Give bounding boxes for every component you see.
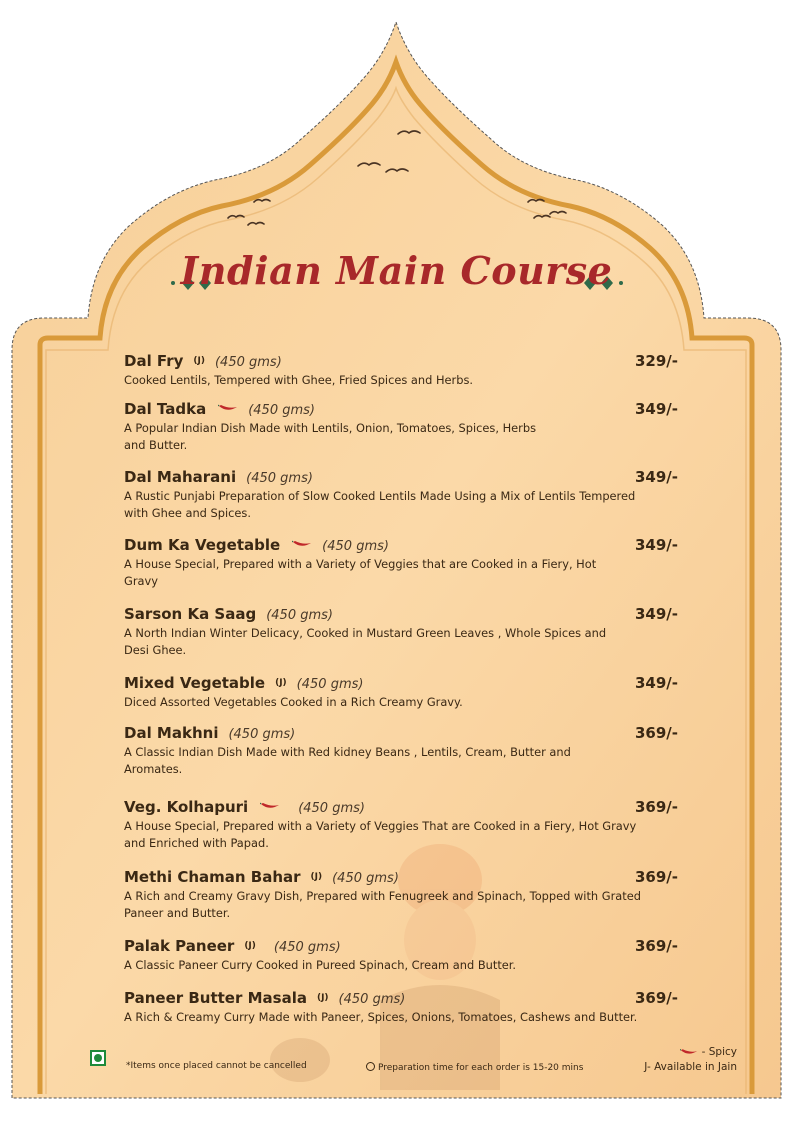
item-quantity: (450 gms) (246, 471, 313, 486)
item-quantity: (450 gms) (228, 727, 296, 742)
menu-item (124, 400, 684, 454)
menu-item (124, 536, 684, 590)
menu-item (124, 868, 684, 922)
cancel-note: *Items once placed cannot be cancelled (126, 1061, 307, 1071)
item-description: A Rich and Creamy Gravy Dish, Prepared with Fenugreek and Spinach, Topped with Grated Paneer and Butter. (124, 889, 641, 920)
item-name: Sarson Ka Saag (124, 605, 257, 623)
item-quantity: (450 gms) (322, 539, 389, 554)
item-quantity: (450 gms) (332, 871, 399, 886)
item-description: A North Indian Winter Delicacy, Cooked in Mustard Green Leaves , Whole Spices and Desi Ghee. (124, 626, 607, 657)
item-description: A Classic Paneer Curry Cooked in Pureed Spinach, Cream and Butter. (124, 958, 517, 972)
chili-icon (260, 802, 280, 810)
item-name: Dal Tadka (124, 400, 207, 418)
item-price: 349/- (634, 536, 678, 554)
jain-tag: (J) (310, 872, 323, 882)
item-quantity: (450 gms) (266, 608, 333, 623)
item-name: Dal Maharani (124, 468, 237, 486)
clock-icon (366, 1062, 375, 1071)
chili-icon (218, 404, 238, 412)
item-description: A House Special, Prepared with a Variety of Veggies That are Cooked in a Fiery, Hot Gravy and Enriched with Papad. (124, 819, 637, 850)
menu-item (124, 468, 684, 522)
item-name: Dal Fry (124, 352, 184, 370)
item-quantity: (450 gms) (298, 801, 365, 816)
chili-icon (680, 1048, 698, 1056)
item-quantity: (450 gms) (273, 940, 341, 955)
item-price: 349/- (634, 468, 678, 486)
spicy-legend (680, 1046, 737, 1058)
jain-tag: (J) (316, 993, 329, 1003)
menu-item (124, 798, 684, 852)
item-description: A Rich & Creamy Curry Made with Paneer, Spices, Onions, Tomatoes, Cashews and Butter. (124, 1010, 638, 1024)
prep-note (366, 1061, 583, 1073)
menu-item (124, 352, 684, 389)
item-description: Cooked Lentils, Tempered with Ghee, Fried Spices and Herbs. (124, 373, 474, 387)
item-description: A Rustic Punjabi Preparation of Slow Cooked Lentils Made Using a Mix of Lentils Tempered with Ghee and Spices. (124, 489, 636, 520)
item-price: 349/- (634, 400, 678, 418)
spicy-legend-text: - Spicy (701, 1046, 737, 1058)
item-quantity: (450 gms) (214, 355, 282, 370)
jain-legend: J- Available in Jain (644, 1061, 737, 1073)
item-name: Mixed Vegetable (124, 674, 266, 692)
jain-tag: (J) (275, 678, 287, 688)
item-quantity: (450 gms) (248, 403, 315, 418)
item-name: Veg. Kolhapuri (124, 798, 249, 816)
item-price: 369/- (634, 937, 678, 955)
item-name: Paneer Butter Masala (124, 989, 307, 1007)
item-description: A Popular Indian Dish Made with Lentils, Onion, Tomatoes, Spices, Herbs and Butter. (124, 421, 537, 452)
menu-item (124, 937, 684, 974)
item-price: 329/- (634, 352, 678, 370)
chili-icon (292, 540, 312, 548)
item-name: Palak Paneer (124, 937, 235, 955)
item-price: 349/- (634, 674, 678, 692)
item-description: A House Special, Prepared with a Variety of Veggies that are Cooked in a Fiery, Hot Gravy (124, 557, 597, 588)
item-quantity: (450 gms) (296, 677, 364, 692)
veg-symbol-icon (90, 1050, 106, 1066)
page-title: Indian Main Course (180, 248, 613, 293)
item-description: A Classic Indian Dish Made with Red kidney Beans , Lentils, Cream, Butter and Aromates. (124, 745, 571, 776)
item-price: 369/- (634, 724, 678, 742)
item-price: 349/- (634, 605, 678, 623)
menu-item (124, 724, 684, 778)
item-name: Dal Makhni (124, 724, 219, 742)
item-description: Diced Assorted Vegetables Cooked in a Rich Creamy Gravy. (124, 695, 463, 709)
item-price: 369/- (634, 989, 678, 1007)
item-quantity: (450 gms) (338, 992, 406, 1007)
menu-item (124, 605, 684, 659)
prep-note-text: Preparation time for each order is 15-20 mins (378, 1063, 584, 1073)
item-price: 369/- (634, 798, 678, 816)
menu-item (124, 674, 684, 711)
jain-tag: (J) (244, 941, 256, 951)
item-name: Dum Ka Vegetable (124, 536, 281, 554)
item-price: 369/- (634, 868, 678, 886)
menu-item (124, 989, 684, 1026)
jain-tag: (J) (193, 356, 205, 366)
item-name: Methi Chaman Bahar (124, 868, 301, 886)
